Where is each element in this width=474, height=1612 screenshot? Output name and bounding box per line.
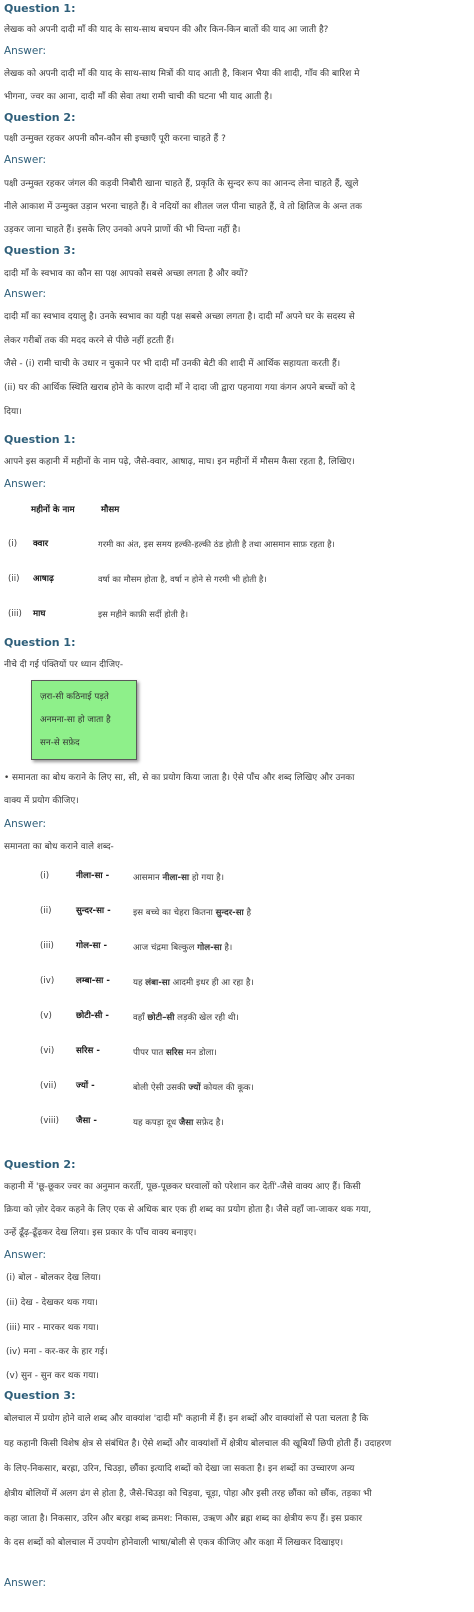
table-row-number: (ii) <box>8 574 20 584</box>
answer-line: लेखक को अपनी दादी माँ की याद के साथ-साथ मित्रों की याद आती है, किशन भैया की शादी, गाँव की बारिश मे <box>4 69 360 79</box>
item-sentence: वहाँ छोटी–सी लड़की खेल रही थी। <box>133 1013 239 1023</box>
question-heading: Question 1: <box>4 636 76 649</box>
item-number: (vi) <box>40 1046 55 1056</box>
question-line: उन्हें ढूँढ़-ढूँढ़कर देख लिया। इस प्रकार के पाँच वाक्य बनाइए। <box>4 1228 197 1238</box>
answer-label: Answer: <box>4 154 47 166</box>
question-heading: Question 2: <box>4 1158 76 1171</box>
question-line: के लिए-निकसार, बरह्रा, उरिन, चिउड़ा, छौंका इत्यादि शब्दों को देखा जा सकता है। इन शब्दों का उच्चारण अन्य <box>4 1464 355 1474</box>
question-heading: Question 1: <box>4 2 76 15</box>
item-word: जैसा - <box>76 1116 97 1126</box>
answer-line: (ii) घर की आर्थिक स्थिति खराब होने के कारण दादी माँ ने दादा जी द्वारा पहनाया गया कंगन अपने बच्चों को दे <box>4 383 356 393</box>
answer-line: जैसे - (i) रामी चाची के उधार न चुकाने पर भी दादी माँ उनकी बेटी की शादी में आर्थिक सहायता करती हैं। <box>4 359 341 369</box>
item-number: (ii) <box>40 906 52 916</box>
item-sentence: बोली ऐसी उसकी ज्यों कोयल की कूक। <box>133 1083 254 1093</box>
question-text: नीचे दी गई पंक्तियों पर ध्यान दीजिए- <box>4 660 124 670</box>
highlight-box <box>31 680 137 760</box>
answer-label: Answer: <box>4 478 47 490</box>
box-line: सन-से सफ़ेद <box>40 738 80 748</box>
item-number: (iii) <box>40 941 54 951</box>
answer-item: (iii) मार - मारकर थक गया। <box>6 1323 99 1333</box>
item-number: (iv) <box>40 976 55 986</box>
question-line: यह कहानी किसी विशेष क्षेत्र से संबंधित है। ऐसे शब्दों और वाक्यांशों में क्षेत्रीय बोलचाल की खूबियाँ छिपी होती हैं। उदाहरण <box>4 1439 392 1449</box>
question-text: लेखक को अपनी दादी माँ की याद के साथ-साथ बचपन की और किन-किन बातों की याद आ जाती है? <box>4 25 329 35</box>
item-number: (vii) <box>40 1081 57 1091</box>
table-row-weather: इस महीने काफ़ी सर्दी होती है। <box>98 609 189 619</box>
table-row-number: (i) <box>8 539 18 549</box>
item-number: (viii) <box>40 1116 59 1126</box>
answer-line: उड़कर जाना चाहते हैं। इसके लिए उनको अपने प्राणों की भी चिन्ता नहीं है। <box>4 225 241 235</box>
item-number: (i) <box>40 871 50 881</box>
item-sentence: आसमान नीला-सा हो गया है। <box>133 873 224 883</box>
item-sentence: यह लंबा-सा आदमी इधर ही आ रहा है। <box>133 978 254 988</box>
question-line: कहा जाता है। निकसार, उरिन और बरह्रा शब्द क्रमश: निकास, उऋण और ब्रह्रा शब्द का क्षेत्रीय रूप हैं। इस प्रकार <box>4 1514 363 1524</box>
answer-label: Answer: <box>4 45 47 57</box>
instruction-line: • समानता का बोध कराने के लिए सा, सी, से का प्रयोग किया जाता है। ऐसे पाँच और शब्द लिखिए और उनका <box>4 773 355 783</box>
item-word: सुन्दर-सा - <box>76 906 111 916</box>
table-header-months: महीनों के नाम <box>31 505 75 515</box>
question-text: आपने इस कहानी में महीनों के नाम पढ़े, जैसे-क्वार, आषाढ़, माघ। इन महीनों में मौसम कैसा रहता है, लिखिए। <box>4 457 355 467</box>
item-word: नीला-सा - <box>76 871 110 881</box>
answer-item: (v) सुन - सुन कर थक गया। <box>6 1371 99 1381</box>
question-line: क्रिया को ज़ोर देकर कहने के लिए एक से अधिक बार एक ही शब्द का प्रयोग होता है। जैसे वहाँ जा-जाकर थक गया, <box>4 1205 372 1215</box>
answer-line: नीले आकाश में उन्मुक्त उड़ान भरना चाहते हैं। वे नदियों का शीतल जल पीना चाहते हैं, वे तो क्षितिज के अन्त तक <box>4 202 362 212</box>
question-heading: Question 2: <box>4 111 76 124</box>
item-word: ज्यों - <box>76 1081 95 1091</box>
box-line: ज़रा-सी कठिनाई पड़ते <box>40 692 109 702</box>
question-line: के दस शब्दों को बोलचाल में उपयोग होनेवाली भाषा/बोली से एकत्र कीजिए और कक्षा में लिखकर दिखाइए। <box>4 1538 344 1548</box>
item-word: सरिस - <box>76 1046 100 1056</box>
question-line: बोलचाल में प्रयोग होने वाले शब्द और वाक्यांश 'दादी माँ' कहानी में हैं। इन शब्दों और वाक्यांशों से पता चलता है कि <box>4 1414 369 1424</box>
answer-intro: समानता का बोध कराने वाले शब्द- <box>4 842 114 852</box>
table-row-weather: वर्षा का मौसम होता है, वर्षा न होने से गरमी भी होती है। <box>98 574 267 584</box>
table-row-month: आषाढ़ <box>33 574 54 584</box>
answer-item: (ii) देख - देखकर थक गया। <box>6 1298 98 1308</box>
item-sentence: इस बच्चे का चेहरा कितना सुन्दर-सा है <box>133 908 252 918</box>
item-word: लम्बा-सा - <box>76 976 110 986</box>
table-row-month: क्वार <box>33 539 49 549</box>
answer-label: Answer: <box>4 288 47 300</box>
answer-line: दिया। <box>4 407 22 417</box>
table-row-month: माघ <box>33 609 46 619</box>
box-line: अनमना-सा हो जाता है <box>40 715 111 725</box>
question-text: दादी माँ के स्वभाव का कौन सा पक्ष आपको सबसे अच्छा लगता है और क्यों? <box>4 269 249 279</box>
question-heading: Question 3: <box>4 1389 76 1402</box>
question-heading: Question 3: <box>4 244 76 257</box>
item-number: (v) <box>40 1011 52 1021</box>
instruction-line: वाक्य में प्रयोग कीजिए। <box>4 796 79 806</box>
answer-item: (iv) मना - कर-कर के हार गई। <box>6 1347 108 1357</box>
answer-label: Answer: <box>4 1249 47 1261</box>
item-sentence: आज चंद्रमा बिल्कुल गोल-सा है। <box>133 943 233 953</box>
question-text: पक्षी उन्मुक्त रहकर अपनी कौन-कौन सी इच्छाएँ पूरी करना चाहते हैं ? <box>4 134 226 144</box>
answer-line: लेकर गरीबों तक की मदद करने से पीछे नहीं हटती हैं। <box>4 336 175 346</box>
item-sentence: पीपर पात सरिस मन डोला। <box>133 1048 217 1058</box>
answer-label: Answer: <box>4 1577 47 1589</box>
answer-item: (i) बोल - बोलकर देख लिया। <box>6 1273 102 1283</box>
table-header-weather: मौसम <box>101 505 120 515</box>
item-word: गोल-सा - <box>76 941 108 951</box>
answer-label: Answer: <box>4 818 47 830</box>
item-word: छोटी-सी - <box>76 1011 109 1021</box>
table-row-number: (iii) <box>8 609 22 619</box>
item-sentence: यह कपड़ा दूध जैसा सफ़ेद है। <box>133 1118 224 1128</box>
answer-line: दादी माँ का स्वभाव दयालु है। उनके स्वभाव का यही पक्ष सबसे अच्छा लगता है। दादी माँ अपने घर के सदस्य से <box>4 312 355 322</box>
question-line: क्षेत्रीय बोलियों में अलग ढंग से होता है, जैसे-चिउड़ा को चिड़वा, चूड़ा, पोहा और इसी तरह छौंका को छौंक, तड़का भी <box>4 1489 372 1499</box>
table-row-weather: गरमी का अंत, इस समय हल्की-हल्की ठंड होती है तथा आसमान साफ़ रहता है। <box>98 539 335 549</box>
question-line: कहानी में 'छू-छूकर ज्वर का अनुमान करतीं, पूछ-पूछकर घरवालों को परेशान कर देतीं'-जैसे वाक्य आए हैं। किसी <box>4 1182 361 1192</box>
question-heading: Question 1: <box>4 433 76 446</box>
answer-line: भीगना, ज्वर का आना, दादी माँ की सेवा तथा रामी चाची की घटना भी याद आती है। <box>4 92 273 102</box>
answer-line: पक्षी उन्मुक्त रहकर जंगल की कड़वी निबौरी खाना चाहते हैं, प्रकृति के सुन्दर रूप का आनन्द लेना चाहते हैं, खुले <box>4 179 359 189</box>
